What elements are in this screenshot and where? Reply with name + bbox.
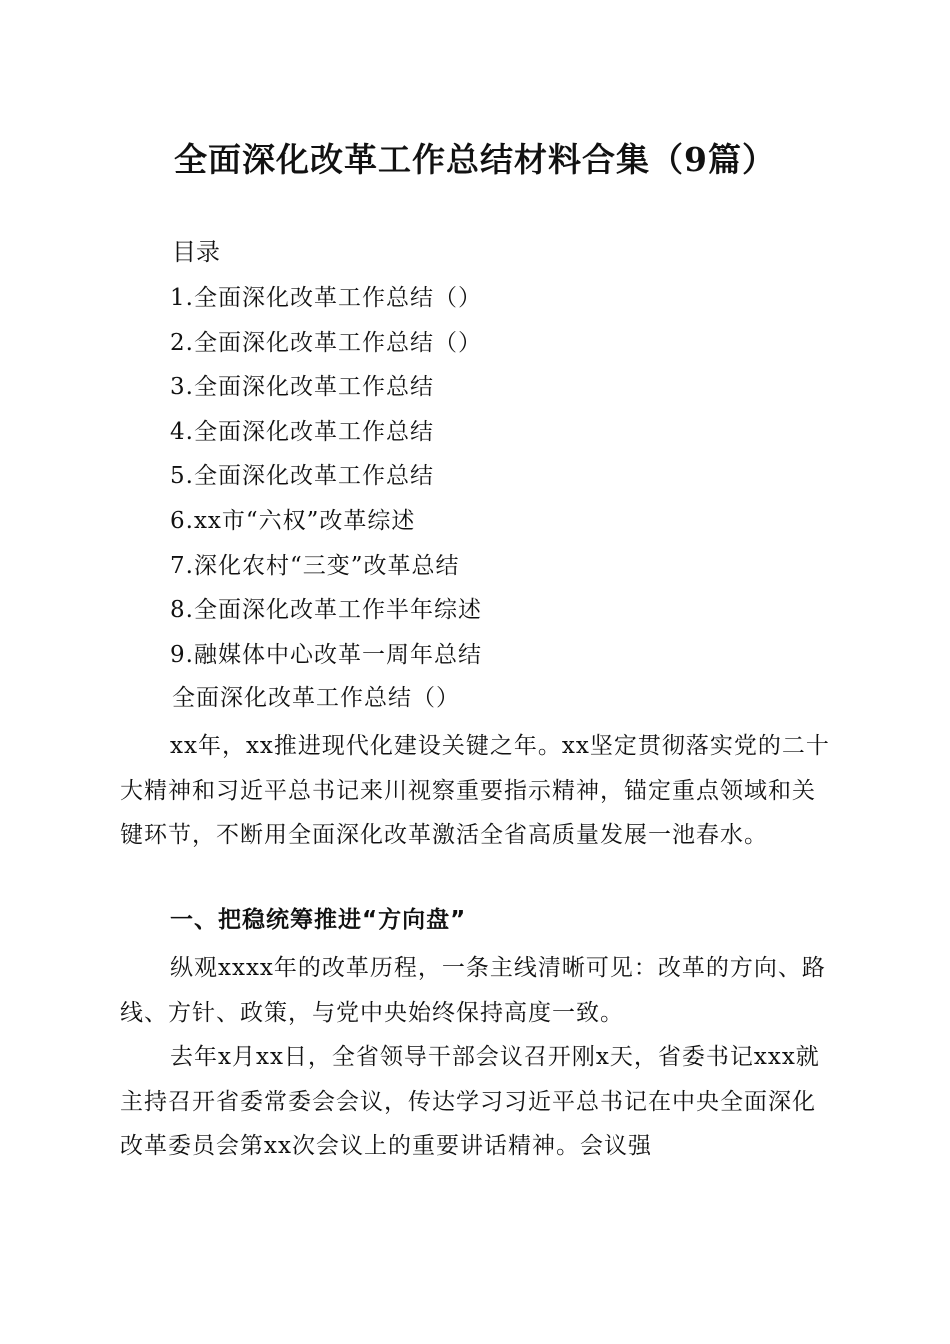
toc-item: 9.融媒体中心改革一周年总结 bbox=[170, 641, 482, 668]
toc-item: 7.深化农村“三变”改革总结 bbox=[170, 552, 460, 579]
toc-item: 4.全面深化改革工作总结 bbox=[170, 418, 434, 445]
document-title: 全面深化改革工作总结材料合集（9篇） bbox=[174, 140, 776, 179]
body-paragraph: 纵观xxxx年的改革历程，一条主线清晰可见：改革的方向、路线、方针、政策，与党中央始终保持高度一致。 bbox=[120, 955, 826, 1026]
toc-heading: 目录 bbox=[172, 238, 220, 266]
toc-item: 8.全面深化改革工作半年综述 bbox=[170, 597, 482, 624]
section-heading: 一、把稳统筹推进“方向盘” bbox=[170, 907, 467, 933]
body-paragraph: xx年，xx推进现代化建设关键之年。xx坚定贯彻落实党的二十大精神和习近平总书记来川视察重要指示精神，锚定重点领域和关键环节，不断用全面深化改革激活全省高质量发展一池春水。 bbox=[120, 733, 830, 848]
toc-item: 6.xx市“六权”改革综述 bbox=[170, 507, 416, 534]
section-title: 全面深化改革工作总结（） bbox=[172, 685, 460, 711]
table-of-contents bbox=[170, 276, 482, 677]
toc-item: 5.全面深化改革工作总结 bbox=[170, 463, 434, 490]
body-paragraph: 去年x月xx日，全省领导干部会议召开刚x天，省委书记xxx就主持召开省委常委会会议，传达学习习近平总书记在中央全面深化改革委员会第xx次会议上的重要讲话精神。会议强 bbox=[120, 1044, 820, 1159]
toc-item: 2.全面深化改革工作总结（） bbox=[170, 329, 482, 356]
toc-item: 3.全面深化改革工作总结 bbox=[170, 374, 434, 401]
toc-item: 1.全面深化改革工作总结（） bbox=[170, 285, 482, 311]
